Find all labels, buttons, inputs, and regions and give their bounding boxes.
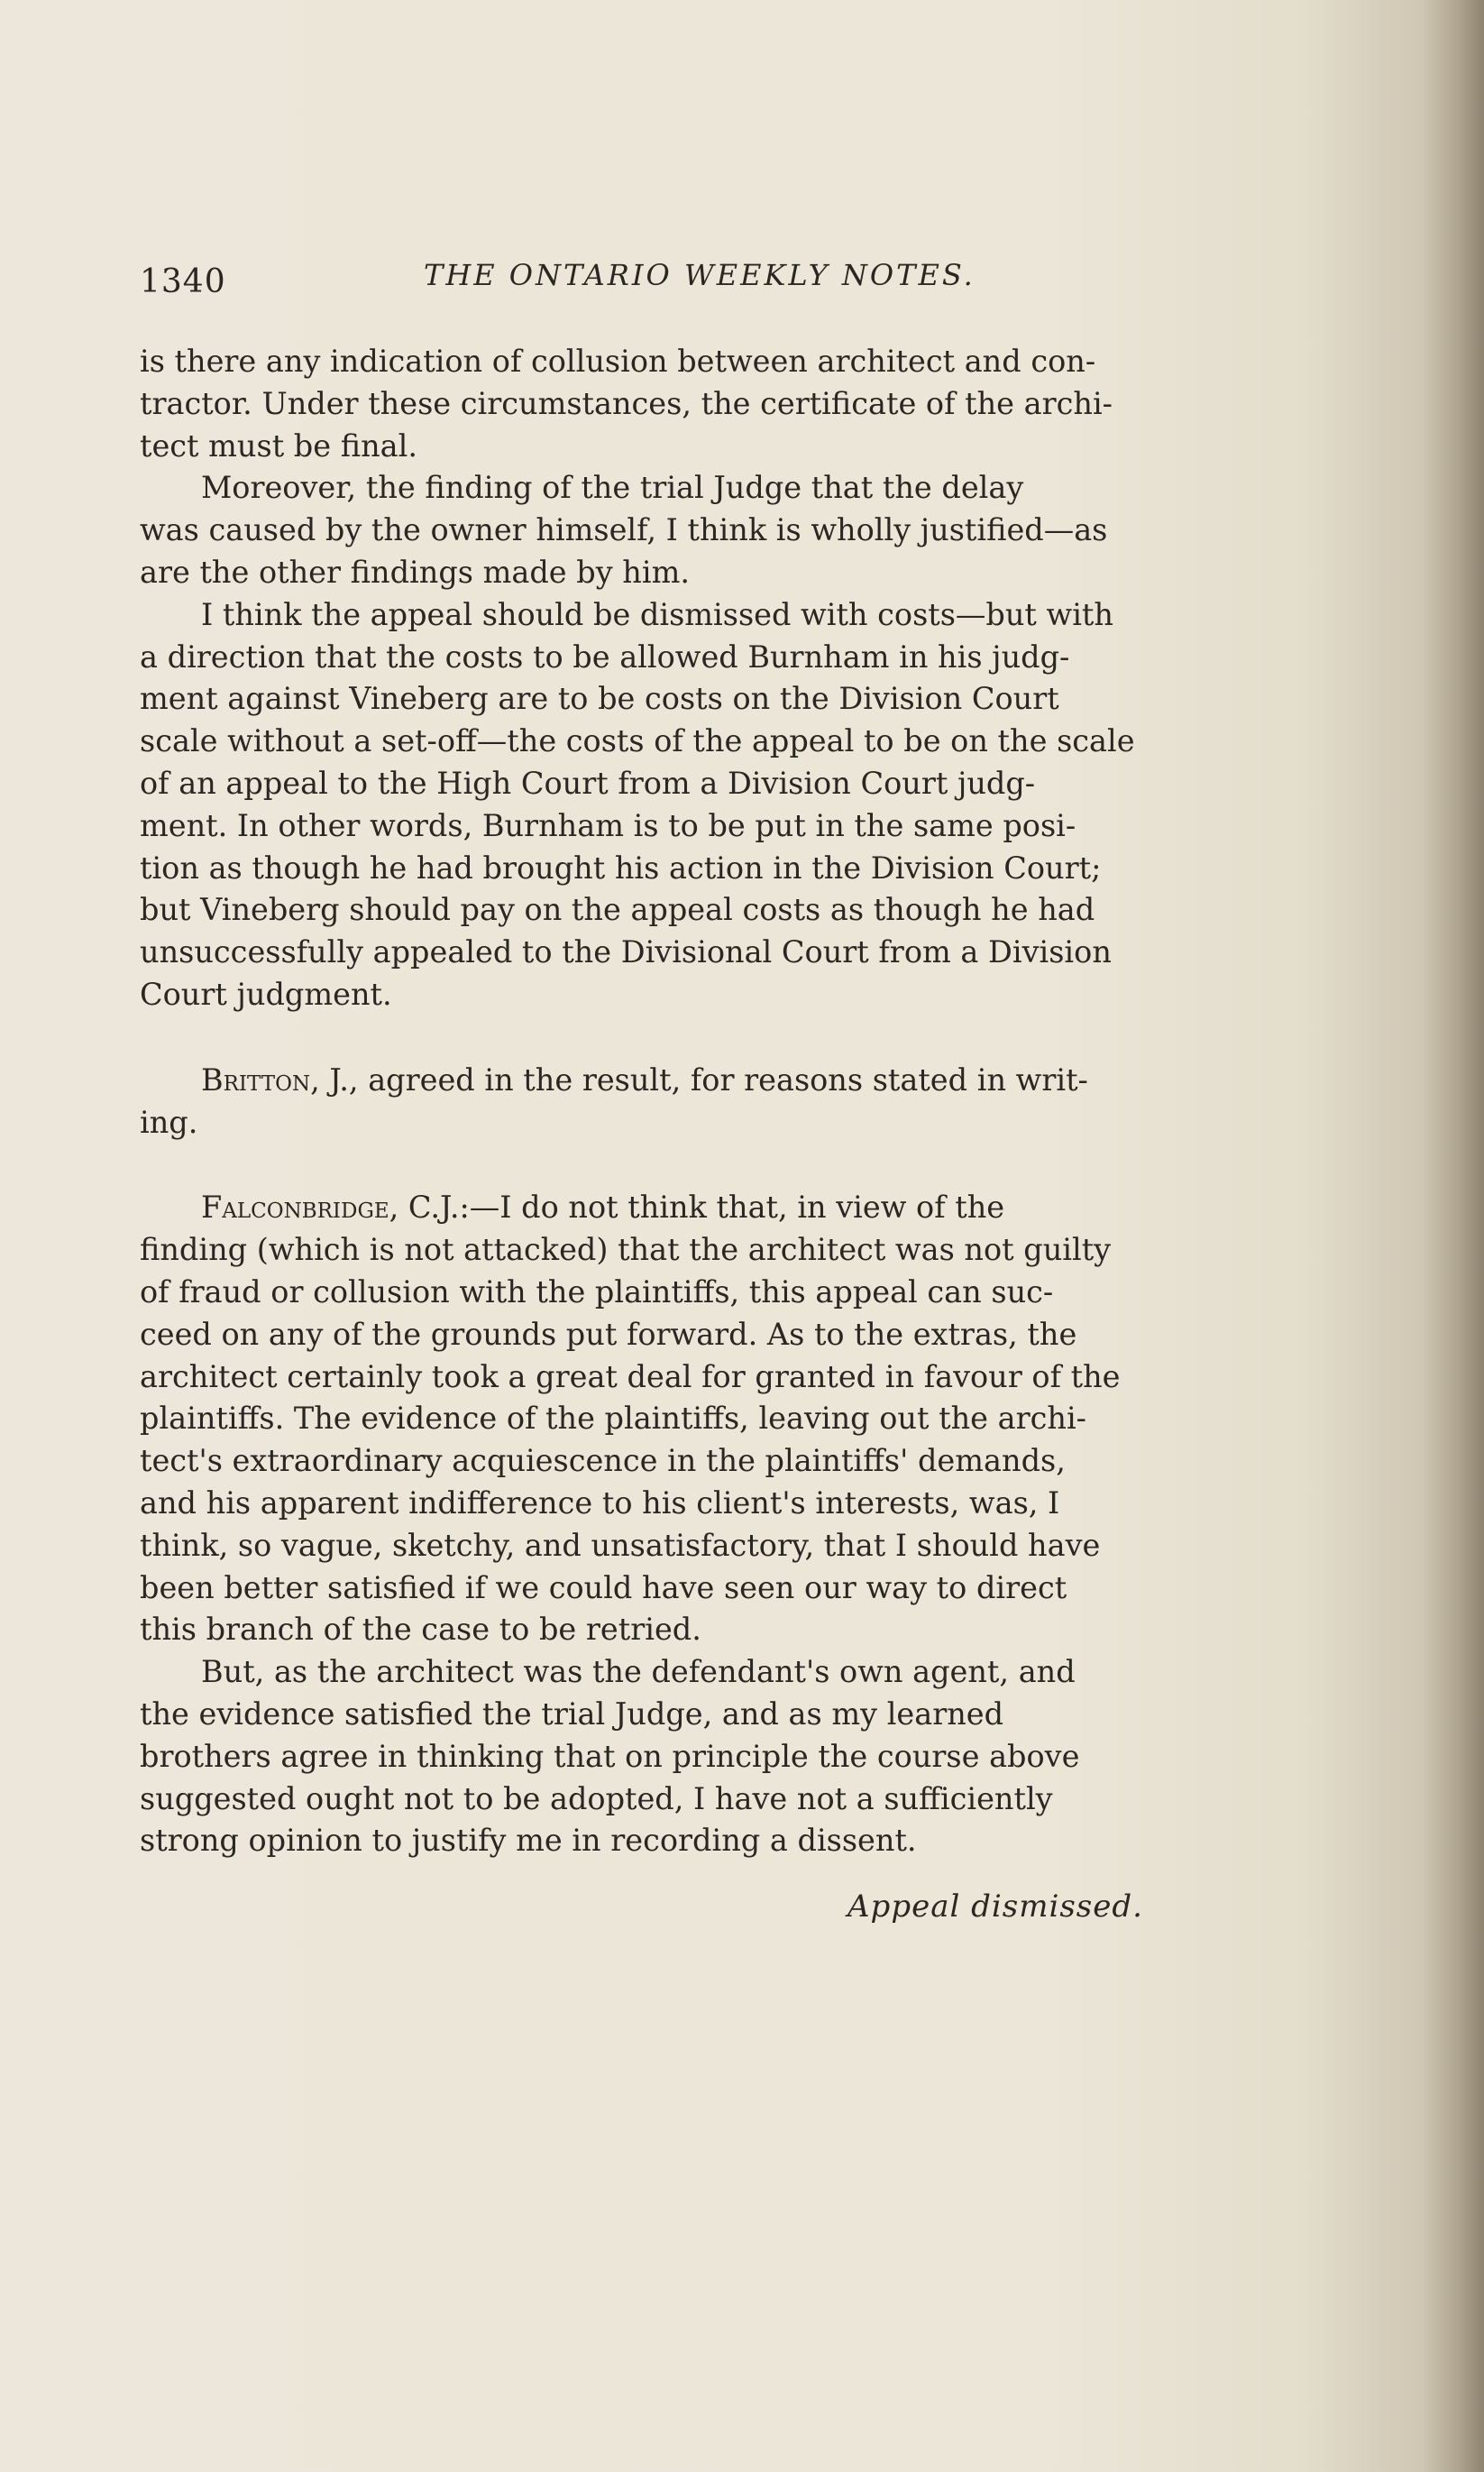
paragraph-falconbridge xyxy=(140,1187,1235,1651)
text-line: a direction that the costs to be allowed Burnham in his judg- xyxy=(140,639,1070,675)
text-line: ment against Vineberg are to be costs on the Division Court xyxy=(140,681,1059,717)
paragraph-gap xyxy=(140,1144,1235,1187)
judge-name-falconbridge: Falconbridge xyxy=(201,1190,389,1226)
paragraph-certificate xyxy=(140,341,1235,467)
text-line: , C.J.:—I do not think that, in view of the xyxy=(389,1190,1005,1226)
text-line: architect certainly took a great deal for granted in favour of the xyxy=(140,1358,1121,1394)
text-line: suggested ought not to be adopted, I have not a sufficiently xyxy=(140,1780,1053,1816)
text-line: and his apparent indifference to his client's interests, was, I xyxy=(140,1484,1060,1521)
text-line: are the other findings made by him. xyxy=(140,554,690,590)
opinion-text xyxy=(140,341,1235,1862)
text-line: is there any indication of collusion between architect and con- xyxy=(140,344,1096,379)
page-number: 1340 xyxy=(140,263,226,300)
text-line: strong opinion to justify me in recording a dissent. xyxy=(140,1823,917,1859)
text-line: But, as the architect was the defendant's own agent, and xyxy=(201,1654,1076,1690)
text-line: unsuccessfully appealed to the Divisional Court from a Division xyxy=(140,934,1112,970)
text-line: of fraud or collusion with the plaintiffs, this appeal can suc- xyxy=(140,1273,1054,1310)
text-line: scale without a set-off—the costs of the appeal to be on the scale xyxy=(140,723,1135,759)
running-head xyxy=(140,258,1235,312)
disposition-signoff: Appeal dismissed. xyxy=(847,1888,1143,1925)
paragraph-dissent xyxy=(140,1651,1235,1862)
judge-name-britton: Britton xyxy=(201,1061,311,1098)
text-line: of an appeal to the High Court from a Division Court judg- xyxy=(140,765,1036,801)
text-line: finding (which is not attacked) that the architect was not guilty xyxy=(140,1232,1112,1268)
text-line: brothers agree in thinking that on principle the course above xyxy=(140,1738,1080,1774)
text-line: tion as though he had brought his action in the Division Court; xyxy=(140,850,1102,886)
text-line: ceed on any of the grounds put forward. As to the extras, the xyxy=(140,1316,1077,1352)
text-line: think, so vague, sketchy, and unsatisfactory, that I should have xyxy=(140,1527,1101,1563)
text-line: was caused by the owner himself, I think is wholly justified—as xyxy=(140,512,1108,548)
text-line: I think the appeal should be dismissed with costs—but with xyxy=(201,596,1113,632)
text-line: been better satisfied if we could have seen our way to direct xyxy=(140,1569,1067,1605)
text-line: ing. xyxy=(140,1104,198,1140)
text-line: the evidence satisfied the trial Judge, and as my learned xyxy=(140,1695,1004,1732)
text-line: Moreover, the finding of the trial Judge that the delay xyxy=(201,470,1024,506)
text-line: tractor. Under these circumstances, the certificate of the archi- xyxy=(140,385,1113,421)
text-line: tect must be final. xyxy=(140,427,417,464)
journal-title: THE ONTARIO WEEKLY NOTES. xyxy=(424,258,976,292)
paragraph-gap xyxy=(140,1016,1235,1060)
text-line: ment. In other words, Burnham is to be put in the same posi- xyxy=(140,807,1076,843)
binding-shadow xyxy=(1421,0,1484,2472)
text-line: , J., agreed in the result, for reasons stated in writ- xyxy=(310,1061,1088,1098)
paragraph-delay xyxy=(140,467,1235,593)
text-line: but Vineberg should pay on the appeal costs as though he had xyxy=(140,892,1095,928)
text-line: plaintiffs. The evidence of the plaintiffs, leaving out the archi- xyxy=(140,1401,1086,1437)
paragraph-britton xyxy=(140,1060,1235,1144)
text-line: tect's extraordinary acquiescence in the plaintiffs' demands, xyxy=(140,1443,1066,1479)
text-line: this branch of the case to be retried. xyxy=(140,1612,701,1648)
paragraph-costs xyxy=(140,594,1235,1016)
text-line: Court judgment. xyxy=(140,976,392,1012)
